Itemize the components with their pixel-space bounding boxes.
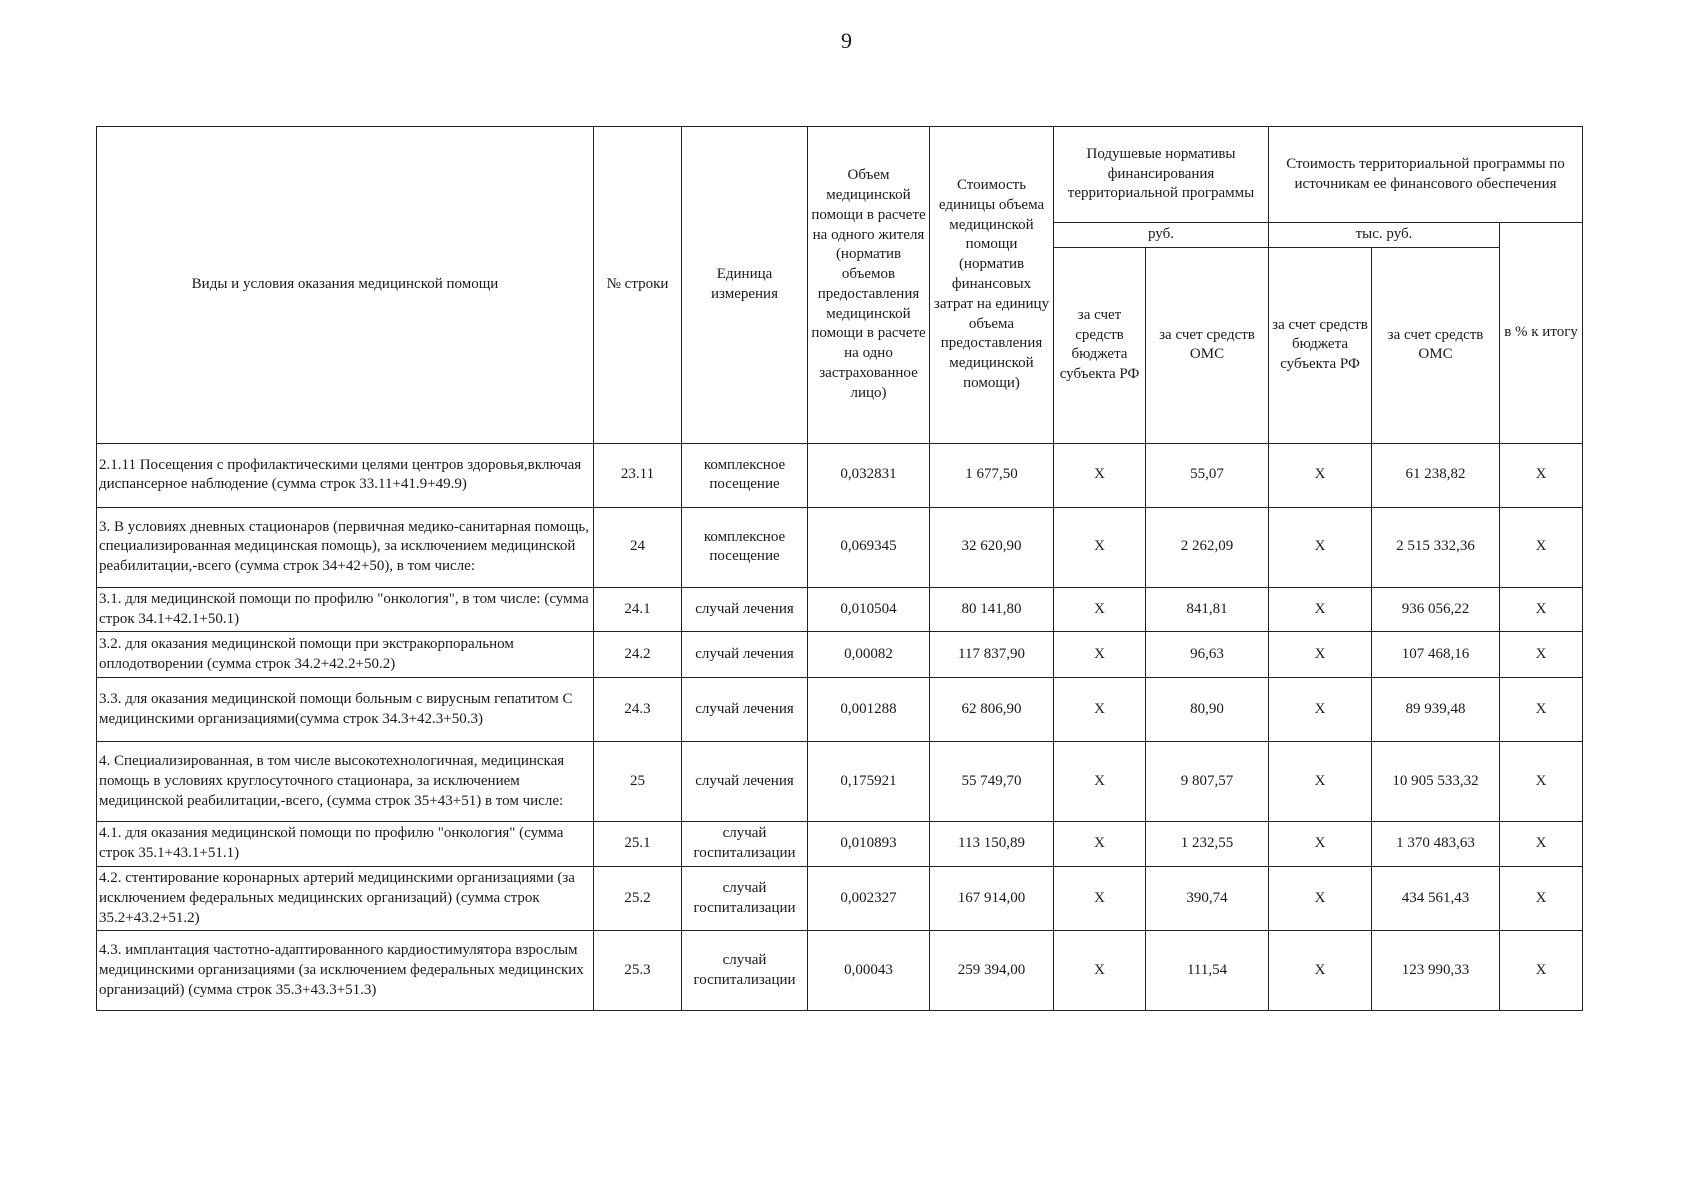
cell-unit: комплексное посещение	[682, 507, 808, 587]
header-unit-rub: руб.	[1054, 223, 1269, 248]
cell-program-oms: 123 990,33	[1372, 931, 1500, 1011]
cell-per-capita-oms: 2 262,09	[1146, 507, 1269, 587]
cell-volume: 0,175921	[808, 742, 930, 822]
cell-program-budget: X	[1269, 507, 1372, 587]
cell-percent: X	[1500, 822, 1583, 867]
cell-per-capita-budget: X	[1054, 587, 1146, 632]
cell-per-capita-oms: 55,07	[1146, 443, 1269, 507]
cell-row-number: 25	[594, 742, 682, 822]
cell-volume: 0,00082	[808, 632, 930, 678]
header-volume: Объем медицинской помощи в расчете на одного жителя (норматив объемов предоставления медицинской помощи в расчете на одно застрахованное лицо)	[808, 127, 930, 444]
cell-unit: случай лечения	[682, 632, 808, 678]
cell-per-capita-oms: 111,54	[1146, 931, 1269, 1011]
financing-table	[96, 126, 1583, 1011]
cell-cost: 1 677,50	[930, 443, 1054, 507]
cell-name: 3.2. для оказания медицинской помощи при экстракорпоральном оплодотворении (сумма строк 34.2+42.2+50.2)	[97, 632, 594, 678]
header-program-cost-group: Стоимость территориальной программы по источникам ее финансового обеспечения	[1269, 127, 1583, 223]
header-per-capita-group: Подушевые нормативы финансирования территориальной программы	[1054, 127, 1269, 223]
cell-volume: 0,001288	[808, 678, 930, 742]
header-unit: Единица измерения	[682, 127, 808, 444]
cell-program-budget: X	[1269, 443, 1372, 507]
table-body	[97, 443, 1583, 1011]
cell-row-number: 24.1	[594, 587, 682, 632]
cell-name: 4.2. стентирование коронарных артерий медицинскими организациями (за исключением федеральных медицинских организаций) (сумма строк 35.2+43.2+51.2)	[97, 866, 594, 930]
cell-cost: 113 150,89	[930, 822, 1054, 867]
cell-per-capita-budget: X	[1054, 931, 1146, 1011]
header-cost: Стоимость единицы объема медицинской помощи (норматив финансовых затрат на единицу объема предоставления медицинской помощи)	[930, 127, 1054, 444]
header-program-oms: за счет средств ОМС	[1372, 247, 1500, 443]
cell-cost: 167 914,00	[930, 866, 1054, 930]
cell-per-capita-oms: 96,63	[1146, 632, 1269, 678]
header-percent: в % к итогу	[1500, 223, 1583, 444]
cell-percent: X	[1500, 587, 1583, 632]
header-program-budget: за счет средств бюджета субъекта РФ	[1269, 247, 1372, 443]
cell-per-capita-oms: 1 232,55	[1146, 822, 1269, 867]
cell-unit: случай госпитализации	[682, 866, 808, 930]
cell-volume: 0,00043	[808, 931, 930, 1011]
cell-program-oms: 936 056,22	[1372, 587, 1500, 632]
table-row	[97, 587, 1583, 632]
cell-program-oms: 89 939,48	[1372, 678, 1500, 742]
header-per-capita-budget: за счет средств бюджета субъекта РФ	[1054, 247, 1146, 443]
cell-volume: 0,010504	[808, 587, 930, 632]
cell-per-capita-budget: X	[1054, 443, 1146, 507]
cell-program-budget: X	[1269, 678, 1372, 742]
cell-row-number: 23.11	[594, 443, 682, 507]
cell-percent: X	[1500, 632, 1583, 678]
cell-unit: случай лечения	[682, 587, 808, 632]
cell-cost: 62 806,90	[930, 678, 1054, 742]
table-row	[97, 443, 1583, 507]
cell-per-capita-budget: X	[1054, 507, 1146, 587]
cell-percent: X	[1500, 931, 1583, 1011]
table-row	[97, 866, 1583, 930]
cell-row-number: 24.3	[594, 678, 682, 742]
cell-unit: комплексное посещение	[682, 443, 808, 507]
cell-unit: случай лечения	[682, 678, 808, 742]
cell-volume: 0,010893	[808, 822, 930, 867]
cell-name: 3. В условиях дневных стационаров (первичная медико-санитарная помощь, специализированная медицинская помощь), за исключением медицинской реабилитации,-всего (сумма строк 34+42+50), в том числе:	[97, 507, 594, 587]
cell-name: 2.1.11 Посещения с профилактическими целями центров здоровья,включая диспансерное наблюдение (сумма строк 33.11+41.9+49.9)	[97, 443, 594, 507]
table-row	[97, 507, 1583, 587]
cell-name: 4. Специализированная, в том числе высокотехнологичная, медицинская помощь в условиях круглосуточного стационара, за исключением медицинской реабилитации,-всего, (сумма строк 35+43+51) в том числе:	[97, 742, 594, 822]
cell-program-budget: X	[1269, 931, 1372, 1011]
cell-program-oms: 434 561,43	[1372, 866, 1500, 930]
cell-program-oms: 2 515 332,36	[1372, 507, 1500, 587]
table-row	[97, 678, 1583, 742]
cell-per-capita-oms: 390,74	[1146, 866, 1269, 930]
header-row-number: № строки	[594, 127, 682, 444]
cell-name: 4.3. имплантация частотно-адаптированного кардиостимулятора взрослым медицинскими организациями (за исключением федеральных медицинских организаций) (сумма строк 35.3+43.3+51.3)	[97, 931, 594, 1011]
cell-name: 4.1. для оказания медицинской помощи по профилю "онкология" (сумма строк 35.1+43.1+51.1)	[97, 822, 594, 867]
cell-name: 3.1. для медицинской помощи по профилю "онкология", в том числе: (сумма строк 34.1+42.1+50.1)	[97, 587, 594, 632]
cell-per-capita-budget: X	[1054, 678, 1146, 742]
cell-percent: X	[1500, 742, 1583, 822]
cell-percent: X	[1500, 507, 1583, 587]
cell-cost: 117 837,90	[930, 632, 1054, 678]
cell-per-capita-budget: X	[1054, 822, 1146, 867]
cell-unit: случай госпитализации	[682, 822, 808, 867]
table-row	[97, 632, 1583, 678]
table-header	[97, 127, 1583, 444]
cell-name: 3.3. для оказания медицинской помощи больным с вирусным гепатитом С медицинскими организациями(сумма строк 34.3+42.3+50.3)	[97, 678, 594, 742]
cell-per-capita-budget: X	[1054, 866, 1146, 930]
cell-program-budget: X	[1269, 632, 1372, 678]
cell-per-capita-oms: 9 807,57	[1146, 742, 1269, 822]
header-per-capita-oms: за счет средств ОМС	[1146, 247, 1269, 443]
cell-row-number: 24	[594, 507, 682, 587]
header-unit-thousand-rub: тыс. руб.	[1269, 223, 1500, 248]
cell-program-oms: 10 905 533,32	[1372, 742, 1500, 822]
cell-cost: 80 141,80	[930, 587, 1054, 632]
table-row	[97, 742, 1583, 822]
cell-cost: 259 394,00	[930, 931, 1054, 1011]
cell-volume: 0,002327	[808, 866, 930, 930]
cell-per-capita-oms: 80,90	[1146, 678, 1269, 742]
cell-volume: 0,069345	[808, 507, 930, 587]
cell-per-capita-oms: 841,81	[1146, 587, 1269, 632]
cell-program-oms: 61 238,82	[1372, 443, 1500, 507]
cell-per-capita-budget: X	[1054, 632, 1146, 678]
cell-row-number: 24.2	[594, 632, 682, 678]
cell-program-budget: X	[1269, 866, 1372, 930]
cell-row-number: 25.1	[594, 822, 682, 867]
cell-unit: случай госпитализации	[682, 931, 808, 1011]
cell-percent: X	[1500, 443, 1583, 507]
cell-cost: 55 749,70	[930, 742, 1054, 822]
cell-program-budget: X	[1269, 822, 1372, 867]
cell-percent: X	[1500, 866, 1583, 930]
cell-volume: 0,032831	[808, 443, 930, 507]
cell-row-number: 25.3	[594, 931, 682, 1011]
cell-unit: случай лечения	[682, 742, 808, 822]
header-name: Виды и условия оказания медицинской помощи	[97, 127, 594, 444]
cell-program-budget: X	[1269, 587, 1372, 632]
table-row	[97, 822, 1583, 867]
cell-per-capita-budget: X	[1054, 742, 1146, 822]
cell-program-oms: 107 468,16	[1372, 632, 1500, 678]
cell-percent: X	[1500, 678, 1583, 742]
cell-program-oms: 1 370 483,63	[1372, 822, 1500, 867]
cell-program-budget: X	[1269, 742, 1372, 822]
cell-cost: 32 620,90	[930, 507, 1054, 587]
cell-row-number: 25.2	[594, 866, 682, 930]
table-row	[97, 931, 1583, 1011]
page-number: 9	[841, 28, 852, 53]
